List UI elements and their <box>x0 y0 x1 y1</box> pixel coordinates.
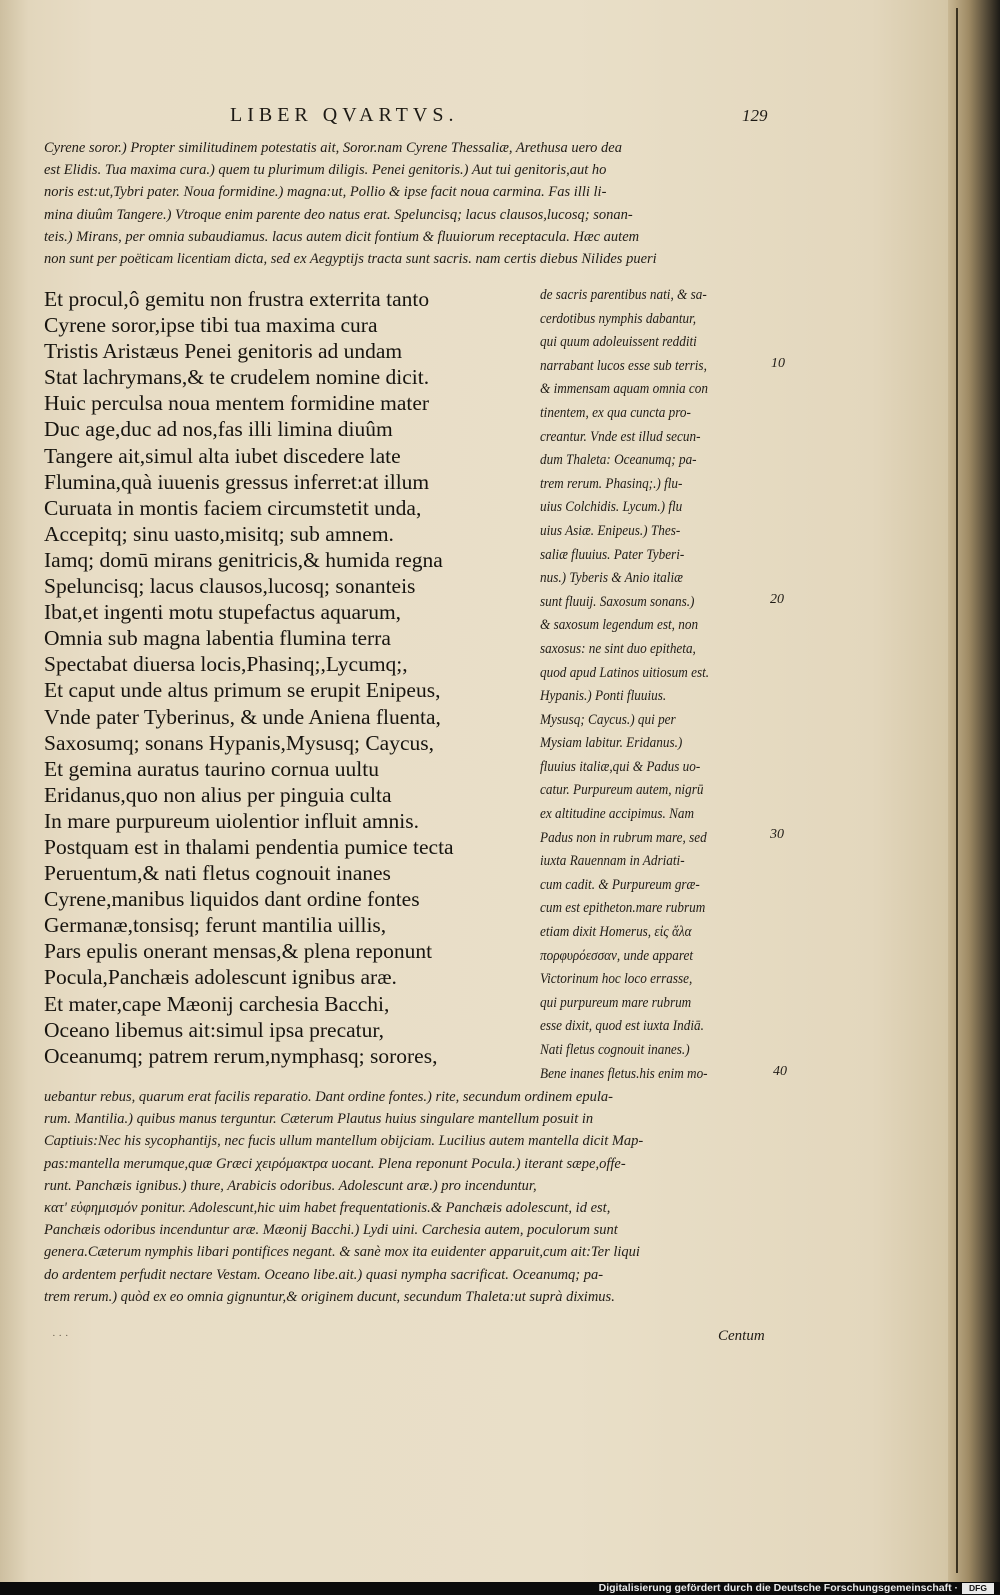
commentary-line: do ardentem perfudit nectare Vestam. Oceano libe.ait.) quasi nympha sacrificat. Oceanumq; pa- <box>44 1266 604 1283</box>
line-number-10: 10 <box>771 356 785 371</box>
verse-text <box>44 286 514 1069</box>
side-commentary-line: saxosus: ne sint duo epitheta, <box>540 640 696 657</box>
verse-line: Oceano libemus ait:simul ipsa precatur, <box>44 1017 385 1042</box>
verse-line: Huic perculsa noua mentem formidine mater <box>44 391 430 416</box>
verse-line: Pocula,Panchæis adolescunt ignibus aræ. <box>44 965 397 990</box>
verse-line: Cyrene soror,ipse tibi tua maxima cura <box>44 313 378 338</box>
side-commentary-line: catur. Purpureum autem, nigrū <box>540 782 704 799</box>
verse-line: Et caput unde altus primum se erupit Enipeus, <box>44 678 441 703</box>
side-commentary-line: cum cadit. & Purpureum græ- <box>540 876 700 893</box>
side-commentary-line: Bene inanes fletus.his enim mo- <box>540 1065 708 1082</box>
side-commentary-line: tinentem, ex qua cuncta pro- <box>540 404 691 421</box>
side-commentary-line: creantur. Vnde est illud secun- <box>540 428 701 445</box>
verse-line: Tristis Aristæus Penei genitoris ad undam <box>44 339 403 364</box>
commentary-line: genera.Cæterum nymphis libari pontifices negant. & sanè mox ita euidenter apparuit,cum ait:Ter liqui <box>44 1244 640 1261</box>
catchword: Centum <box>718 1328 765 1344</box>
side-commentary-line: etiam dixit Homerus, εἰς ἅλα <box>540 924 692 941</box>
verse-line: Cyrene,manibus liquidos dant ordine fontes <box>44 887 420 912</box>
side-commentary-line: ex altitudine accipimus. Nam <box>540 806 695 823</box>
commentary-line: trem rerum.) quòd ex eo omnia gignuntur,& originem ducunt, secundum Thaleta:ut suprà diximus. <box>44 1288 615 1305</box>
footer-credit: Digitalisierung gefördert durch die Deutsche Forschungsgemeinschaft · <box>598 1582 958 1594</box>
line-number-40: 40 <box>773 1064 787 1079</box>
running-head: LIBER QVARTVS. <box>230 104 459 126</box>
verse-line: Iamq; domū mirans genitricis,& humida regna <box>44 547 443 572</box>
commentary-line: Cyrene soror.) Propter similitudinem potestatis ait, Soror.nam Cyrene Thessaliæ, Arethusa uero dea <box>44 140 622 156</box>
side-commentary-line: sunt fluuij. Saxosum sonans.) <box>540 593 695 610</box>
side-commentary-line: fluuius italiæ,qui & Padus uo- <box>540 758 701 775</box>
side-commentary-line: πορφυρόεσσαν, unde apparet <box>540 947 694 964</box>
commentary-line: mina diuûm Tangere.) Vtroque enim parente deo natus erat. Speluncisq; lacus clausos,lucosq; sonan- <box>44 206 633 223</box>
side-commentary-line: & immensam aquam omnia con <box>540 381 708 398</box>
verse-line: In mare purpureum uiolentior influit amnis. <box>44 808 419 833</box>
verse-line: Curuata in montis faciem circumstetit unda, <box>44 495 422 520</box>
side-commentary-line: narrabant lucos esse sub terris, <box>540 357 707 374</box>
commentary-line: est Elidis. Tua maxima cura.) quem tu plurimum diligis. Penei genitoris.) Aut tui genitoris,aut ho <box>44 162 607 179</box>
side-commentary-line: Mysusq; Caycus.) qui per <box>540 711 676 728</box>
verse-line: Eridanus,quo non alius per pinguia culta <box>44 782 392 807</box>
side-commentary-line: Mysiam labitur. Eridanus.) <box>540 735 683 752</box>
verse-line: Tangere ait,simul alta iubet discedere late <box>44 443 401 468</box>
side-commentary-line: uius Asiæ. Enipeus.) Thes- <box>540 522 681 539</box>
verse-line: Spectabat diuersa locis,Phasinq;,Lycumq;, <box>44 652 408 677</box>
side-commentary-line: Hypanis.) Ponti fluuius. <box>540 688 667 705</box>
verse-line: Flumina,quà iuuenis gressus inferret:at illum <box>44 469 430 494</box>
commentary-line: teis.) Mirans, per omnia subaudiamus. lacus autem dicit fontium & fluuiorum receptacula. Hæc autem <box>44 228 640 245</box>
side-commentary <box>540 284 785 1086</box>
dfg-logo: DFG <box>962 1583 994 1594</box>
side-commentary-line: Victorinum hoc loco errasse, <box>540 971 693 988</box>
commentary-bottom <box>44 1086 784 1308</box>
commentary-line: rum. Mantilia.) quibus manus terguntur. Cæterum Plautus huius singulare mantellum posuit in <box>44 1111 594 1128</box>
side-commentary-line: quod apud Latinos uitiosum est. <box>540 664 710 681</box>
verse-line: Germanæ,tonsisq; ferunt mantilia uillis, <box>44 913 387 938</box>
side-commentary-line: saliæ fluuius. Pater Tyberi- <box>540 546 685 563</box>
verse-line: Et mater,cape Mæonij carchesia Bacchi, <box>44 991 390 1016</box>
folio-number: 129 <box>742 106 768 125</box>
commentary-top <box>44 137 784 270</box>
verse-line: Ibat,et ingenti motu stupefactus aquarum, <box>44 600 402 625</box>
side-commentary-line: & saxosum legendum est, non <box>540 617 699 634</box>
verse-line: Omnia sub magna labentia flumina terra <box>44 626 391 651</box>
side-commentary-line: iuxta Rauennam in Adriati- <box>540 853 685 870</box>
verse-line: Stat lachrymans,& te crudelem nomine dicit. <box>44 365 430 390</box>
commentary-line: runt. Panchæis ignibus.) thure, Arabicis odoribus. Adolescunt aræ.) pro incenduntur, <box>44 1177 537 1194</box>
footer-bar <box>0 1582 1000 1595</box>
side-commentary-line: cum est epitheton.mare rubrum <box>540 900 706 917</box>
side-commentary-line: Padus non in rubrum mare, sed <box>540 829 707 846</box>
commentary-line: Captiuis:Nec his sycophantijs, nec fucis ullum mantellum obijciam. Lucilius autem mantella dicit Map- <box>44 1133 644 1150</box>
verse-line: Duc age,duc ad nos,fas illi limina diuûm <box>44 417 393 442</box>
verse-line: Accepitq; sinu uasto,misitq; sub amnem. <box>44 521 394 546</box>
verse-line: Vnde pater Tyberinus, & unde Aniena fluenta, <box>44 704 441 729</box>
page-edge-line <box>956 8 958 1573</box>
commentary-line: noris est:ut,Tybri pater. Noua formidine.) magna:ut, Pollio & ipse facit noua carmina. Fas illi li- <box>44 184 607 201</box>
verse-line: Pars epulis onerant mensas,& plena reponunt <box>44 939 433 964</box>
line-number-20: 20 <box>770 592 784 607</box>
commentary-line: non sunt per poëticam licentiam dicta, sed ex Aegyptijs tracta sunt sacris. nam certis diebus Nilides pueri <box>44 251 657 268</box>
commentary-line: κατ' εὐφημισμόν ponitur. Adolescunt,hic uim habet frequentationis.& Panchæis adolescunt, id est, <box>44 1200 611 1217</box>
side-commentary-line: Nati fletus cognouit inanes.) <box>540 1042 690 1058</box>
side-commentary-line: de sacris parentibus nati, & sa- <box>540 287 707 303</box>
verse-line: Et gemina auratus taurino cornua uultu <box>44 756 379 781</box>
verse-line: Oceanumq; patrem rerum,nymphasq; sorores, <box>44 1043 438 1068</box>
line-number-30: 30 <box>770 827 784 842</box>
verse-line: Saxosumq; sonans Hypanis,Mysusq; Caycus, <box>44 730 434 755</box>
verse-line: Et procul,ô gemitu non frustra exterrita tanto <box>44 287 430 311</box>
side-commentary-line: nus.) Tyberis & Anio italiæ <box>540 570 683 587</box>
verse-line: Speluncisq; lacus clausos,lucosq; sonanteis <box>44 574 416 599</box>
verse-line: Peruentum,& nati fletus cognouit inanes <box>44 861 391 886</box>
commentary-line: uebantur rebus, quarum erat facilis reparatio. Dant ordine fontes.) rite, secundum ordinem epula- <box>44 1089 613 1105</box>
page-header <box>0 104 948 134</box>
commentary-line: Panchæis odoribus incenduntur aræ. Mæonij Bacchi.) Lydi uini. Carchesia autem, poculorum sunt <box>44 1222 618 1239</box>
side-commentary-line: esse dixit, quod est iuxta Indiā. <box>540 1018 704 1035</box>
ink-blot-mark: · · · <box>52 1330 69 1342</box>
side-commentary-line: cerdotibus nymphis dabantur, <box>540 310 697 327</box>
commentary-line: pas:mantella merumque,quæ Græci χειρόμακτρα uocant. Plena reponunt Pocula.) iterant sæpe,offe- <box>44 1155 626 1172</box>
verse-line: Postquam est in thalami pendentia pumice tecta <box>44 834 454 859</box>
side-commentary-line: qui quum adoleuissent redditi <box>540 334 697 351</box>
side-commentary-line: uius Colchidis. Lycum.) flu <box>540 499 683 516</box>
side-commentary-line: trem rerum. Phasinq;.) flu- <box>540 475 683 492</box>
side-commentary-line: dum Thaleta: Oceanumq; pa- <box>540 452 697 469</box>
side-commentary-line: qui purpureum mare rubrum <box>540 994 692 1011</box>
